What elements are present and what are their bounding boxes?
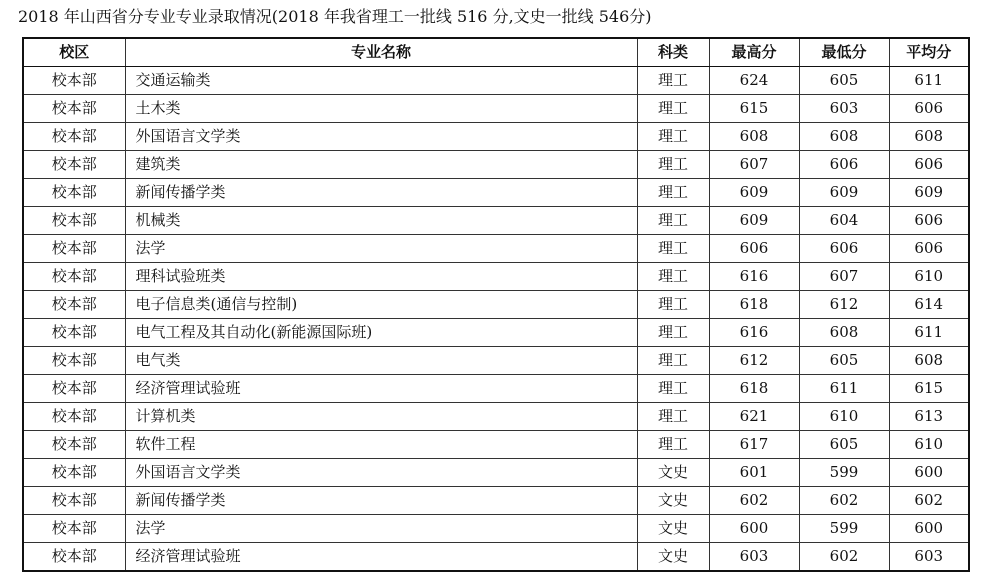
column-header-major: 专业名称 (125, 38, 637, 67)
avg-score-cell: 600 (889, 459, 969, 487)
avg-score-cell: 608 (889, 123, 969, 151)
min-score-cell: 599 (799, 459, 889, 487)
category-cell: 理工 (637, 235, 709, 263)
max-score-cell: 616 (709, 263, 799, 291)
min-score-cell: 610 (799, 403, 889, 431)
campus-cell: 校本部 (23, 403, 125, 431)
category-cell: 理工 (637, 95, 709, 123)
max-score-cell: 624 (709, 67, 799, 95)
table-row (23, 431, 969, 459)
avg-score-cell: 610 (889, 431, 969, 459)
avg-score-cell: 614 (889, 291, 969, 319)
campus-cell: 校本部 (23, 207, 125, 235)
max-score-cell: 615 (709, 95, 799, 123)
category-cell: 理工 (637, 347, 709, 375)
category-cell: 理工 (637, 431, 709, 459)
category-cell: 理工 (637, 151, 709, 179)
min-score-cell: 611 (799, 375, 889, 403)
table-row (23, 347, 969, 375)
major-name-cell: 外国语言文学类 (125, 123, 637, 151)
category-cell: 文史 (637, 487, 709, 515)
avg-score-cell: 610 (889, 263, 969, 291)
campus-cell: 校本部 (23, 543, 125, 572)
table-row (23, 515, 969, 543)
max-score-cell: 612 (709, 347, 799, 375)
max-score-cell: 617 (709, 431, 799, 459)
campus-cell: 校本部 (23, 347, 125, 375)
min-score-cell: 602 (799, 487, 889, 515)
major-name-cell: 理科试验班类 (125, 263, 637, 291)
campus-cell: 校本部 (23, 263, 125, 291)
column-header-min-score: 最低分 (799, 38, 889, 67)
avg-score-cell: 606 (889, 151, 969, 179)
min-score-cell: 604 (799, 207, 889, 235)
category-cell: 文史 (637, 459, 709, 487)
table-row (23, 123, 969, 151)
table-row (23, 263, 969, 291)
page-title: 2018 年山西省分专业专业录取情况(2018 年我省理工一批线 516 分,文史一批线 546分) (18, 7, 652, 26)
column-header-campus: 校区 (23, 38, 125, 67)
table-row (23, 319, 969, 347)
category-cell: 理工 (637, 403, 709, 431)
max-score-cell: 601 (709, 459, 799, 487)
max-score-cell: 608 (709, 123, 799, 151)
min-score-cell: 605 (799, 67, 889, 95)
min-score-cell: 612 (799, 291, 889, 319)
min-score-cell: 608 (799, 123, 889, 151)
major-name-cell: 建筑类 (125, 151, 637, 179)
max-score-cell: 602 (709, 487, 799, 515)
max-score-cell: 618 (709, 375, 799, 403)
table-row (23, 487, 969, 515)
avg-score-cell: 602 (889, 487, 969, 515)
major-name-cell: 电子信息类(通信与控制) (125, 291, 637, 319)
max-score-cell: 603 (709, 543, 799, 572)
major-name-cell: 电气类 (125, 347, 637, 375)
campus-cell: 校本部 (23, 515, 125, 543)
avg-score-cell: 615 (889, 375, 969, 403)
category-cell: 理工 (637, 375, 709, 403)
campus-cell: 校本部 (23, 151, 125, 179)
max-score-cell: 600 (709, 515, 799, 543)
table-row (23, 179, 969, 207)
major-name-cell: 新闻传播学类 (125, 487, 637, 515)
category-cell: 理工 (637, 123, 709, 151)
column-header-avg-score: 平均分 (889, 38, 969, 67)
campus-cell: 校本部 (23, 459, 125, 487)
table-row (23, 291, 969, 319)
avg-score-cell: 608 (889, 347, 969, 375)
campus-cell: 校本部 (23, 179, 125, 207)
major-name-cell: 经济管理试验班 (125, 543, 637, 572)
avg-score-cell: 613 (889, 403, 969, 431)
campus-cell: 校本部 (23, 487, 125, 515)
table-row (23, 459, 969, 487)
min-score-cell: 605 (799, 431, 889, 459)
avg-score-cell: 611 (889, 319, 969, 347)
table-row (23, 235, 969, 263)
category-cell: 理工 (637, 207, 709, 235)
table-row (23, 67, 969, 95)
major-name-cell: 交通运输类 (125, 67, 637, 95)
category-cell: 文史 (637, 543, 709, 572)
category-cell: 文史 (637, 515, 709, 543)
table-row (23, 543, 969, 572)
table-row (23, 403, 969, 431)
admission-table (22, 37, 970, 572)
min-score-cell: 607 (799, 263, 889, 291)
campus-cell: 校本部 (23, 95, 125, 123)
category-cell: 理工 (637, 179, 709, 207)
min-score-cell: 609 (799, 179, 889, 207)
campus-cell: 校本部 (23, 235, 125, 263)
min-score-cell: 605 (799, 347, 889, 375)
max-score-cell: 609 (709, 207, 799, 235)
campus-cell: 校本部 (23, 375, 125, 403)
max-score-cell: 616 (709, 319, 799, 347)
avg-score-cell: 606 (889, 207, 969, 235)
min-score-cell: 608 (799, 319, 889, 347)
major-name-cell: 经济管理试验班 (125, 375, 637, 403)
column-header-category: 科类 (637, 38, 709, 67)
major-name-cell: 电气工程及其自动化(新能源国际班) (125, 319, 637, 347)
campus-cell: 校本部 (23, 123, 125, 151)
campus-cell: 校本部 (23, 291, 125, 319)
category-cell: 理工 (637, 319, 709, 347)
avg-score-cell: 600 (889, 515, 969, 543)
avg-score-cell: 611 (889, 67, 969, 95)
min-score-cell: 603 (799, 95, 889, 123)
category-cell: 理工 (637, 291, 709, 319)
table-row (23, 375, 969, 403)
min-score-cell: 606 (799, 151, 889, 179)
column-header-max-score: 最高分 (709, 38, 799, 67)
max-score-cell: 621 (709, 403, 799, 431)
major-name-cell: 法学 (125, 235, 637, 263)
table-row (23, 95, 969, 123)
avg-score-cell: 609 (889, 179, 969, 207)
max-score-cell: 618 (709, 291, 799, 319)
max-score-cell: 606 (709, 235, 799, 263)
campus-cell: 校本部 (23, 319, 125, 347)
min-score-cell: 602 (799, 543, 889, 572)
major-name-cell: 法学 (125, 515, 637, 543)
category-cell: 理工 (637, 263, 709, 291)
major-name-cell: 外国语言文学类 (125, 459, 637, 487)
major-name-cell: 计算机类 (125, 403, 637, 431)
table-row (23, 207, 969, 235)
campus-cell: 校本部 (23, 67, 125, 95)
table-body (23, 67, 969, 572)
major-name-cell: 新闻传播学类 (125, 179, 637, 207)
avg-score-cell: 606 (889, 235, 969, 263)
max-score-cell: 607 (709, 151, 799, 179)
campus-cell: 校本部 (23, 431, 125, 459)
major-name-cell: 机械类 (125, 207, 637, 235)
major-name-cell: 软件工程 (125, 431, 637, 459)
table-row (23, 151, 969, 179)
max-score-cell: 609 (709, 179, 799, 207)
major-name-cell: 土木类 (125, 95, 637, 123)
min-score-cell: 599 (799, 515, 889, 543)
avg-score-cell: 606 (889, 95, 969, 123)
category-cell: 理工 (637, 67, 709, 95)
header-row (23, 38, 969, 67)
min-score-cell: 606 (799, 235, 889, 263)
avg-score-cell: 603 (889, 543, 969, 572)
